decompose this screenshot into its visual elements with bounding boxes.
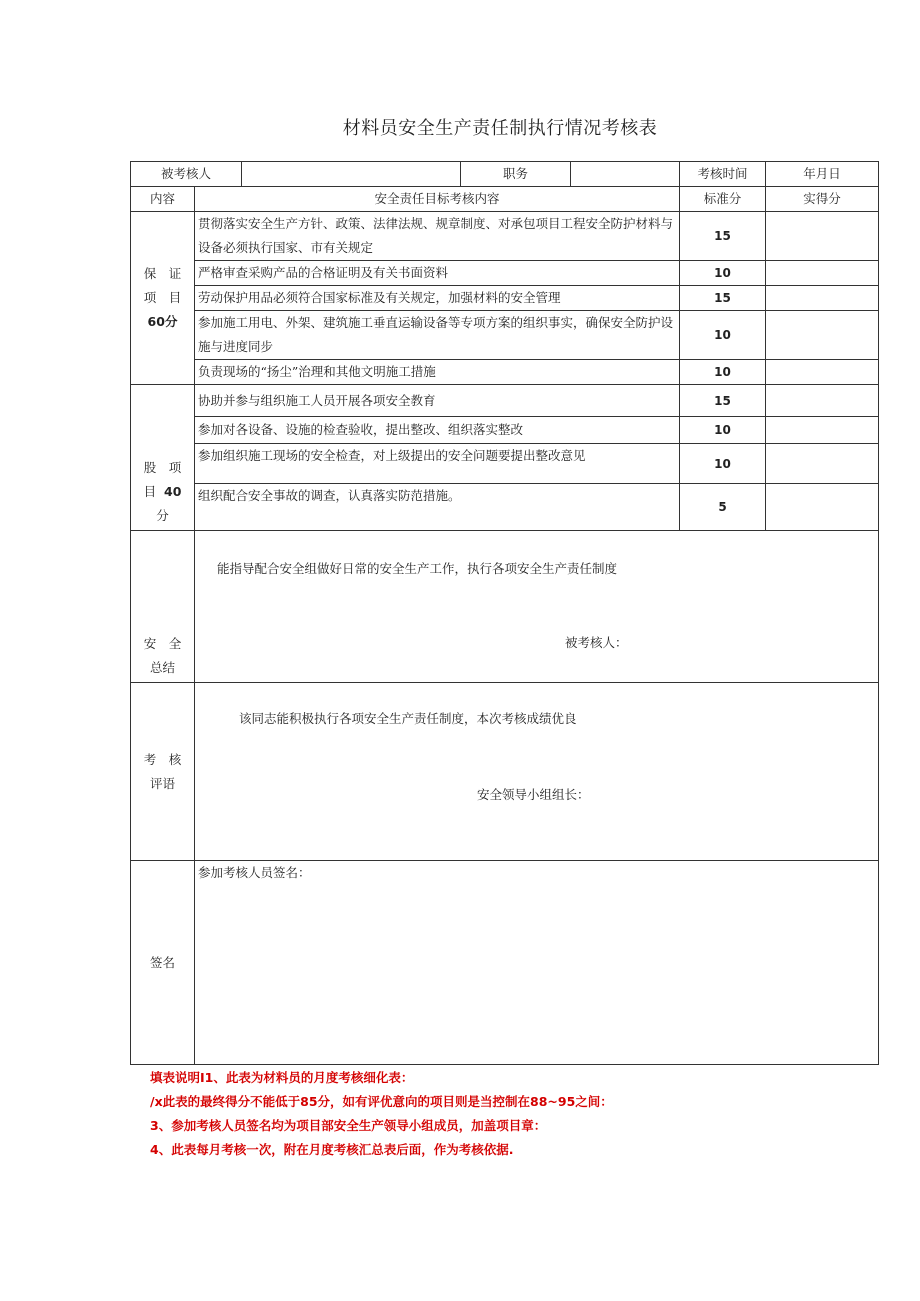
table-row [131, 286, 879, 311]
actual-score-cell[interactable] [766, 385, 879, 417]
table-row [131, 417, 879, 444]
review-label-b: 评语 [149, 775, 175, 791]
guarantee-label-b: 项 目 [143, 290, 182, 305]
guarantee-label-c: 60分 [147, 314, 178, 329]
actual-score-cell[interactable] [766, 212, 879, 261]
note-line: 填表说明I1、此表为材料员的月度考核细化表： [150, 1070, 414, 1085]
review-label-a: 考 核 [143, 751, 182, 767]
note-line: 4、此表每月考核一次，附在月度考核汇总表后面，作为考核依据. [150, 1142, 514, 1157]
item-score: 15 [680, 212, 766, 261]
note-line: 3、参加考核人员签名均为项目部安全生产领导小组成员，加盖项目章： [150, 1118, 547, 1133]
item-text: 贯彻落实安全生产方针、政策、法律法规、规章制度、对承包项目工程安全防护材料与设备必须执行国家、市有关规定 [195, 212, 680, 261]
summary-label-a: 安 全 [143, 636, 182, 651]
item-text: 参加组织施工现场的安全检查，对上级提出的安全问题要提出整改意见 [195, 444, 680, 484]
item-text: 组织配合安全事故的调查，认真落实防范措施。 [195, 484, 680, 531]
review-cell[interactable] [195, 683, 879, 861]
col-content: 内容 [131, 187, 195, 212]
position-field[interactable] [571, 162, 680, 187]
summary-category [131, 531, 195, 683]
actual-score-cell[interactable] [766, 311, 879, 360]
page-title: 材料员安全生产责任制执行情况考核表 [342, 118, 658, 139]
signature-cell[interactable] [195, 861, 879, 1065]
table-row [131, 212, 879, 261]
summary-text: 能指导配合安全组做好日常的安全生产工作，执行各项安全生产责任制度 [217, 561, 618, 576]
item-score: 10 [680, 261, 766, 286]
review-category [131, 683, 195, 861]
item-score: 10 [680, 360, 766, 385]
general-label-b2: 40 [164, 484, 182, 499]
col-criteria: 安全责任目标考核内容 [195, 187, 680, 212]
signature-label: 签名 [131, 861, 195, 1065]
column-header-row [131, 187, 879, 212]
item-text: 参加对各设备、设施的检查验收，提出整改、组织落实整改 [195, 417, 680, 444]
table-row [131, 444, 879, 484]
item-text: 负责现场的“扬尘”治理和其他文明施工措施 [195, 360, 680, 385]
item-text: 劳动保护用品必须符合国家标准及有关规定，加强材料的安全管理 [195, 286, 680, 311]
item-score: 10 [680, 311, 766, 360]
general-label-c: 分 [156, 508, 169, 523]
item-score: 10 [680, 444, 766, 484]
general-label-a: 股 项 [143, 460, 182, 475]
guarantee-label-a: 保 证 [143, 266, 182, 281]
actual-score-cell[interactable] [766, 484, 879, 531]
table-row [131, 484, 879, 531]
item-score: 10 [680, 417, 766, 444]
actual-score-cell[interactable] [766, 360, 879, 385]
header-row [131, 162, 879, 187]
general-label-b: 目 [143, 484, 157, 499]
summary-label-b: 总结 [149, 660, 175, 675]
time-field[interactable]: 年月日 [766, 162, 879, 187]
form-notes [150, 1066, 613, 1162]
actual-score-cell[interactable] [766, 417, 879, 444]
signature-row [131, 861, 879, 1065]
time-label: 考核时间 [680, 162, 766, 187]
actual-score-cell[interactable] [766, 286, 879, 311]
table-row [131, 311, 879, 360]
item-score: 15 [680, 286, 766, 311]
item-text: 参加施工用电、外架、建筑施工垂直运输设备等专项方案的组织事实，确保安全防护设施与进度同步 [195, 311, 680, 360]
assessment-table [130, 161, 879, 1065]
review-row [131, 683, 879, 861]
item-text: 协助并参与组织施工人员开展各项安全教育 [195, 385, 680, 417]
actual-score-cell[interactable] [766, 444, 879, 484]
summary-signer: 被考核人： [565, 635, 628, 650]
col-actual: 实得分 [766, 187, 879, 212]
assessee-label: 被考核人 [131, 162, 242, 187]
item-text: 严格审查采购产品的合格证明及有关书面资料 [195, 261, 680, 286]
actual-score-cell[interactable] [766, 261, 879, 286]
review-signer: 安全领导小组组长： [477, 787, 590, 802]
general-category [131, 385, 195, 531]
table-row [131, 385, 879, 417]
summary-cell[interactable] [195, 531, 879, 683]
signature-text: 参加考核人员签名： [198, 865, 311, 880]
note-line: /x此表的最终得分不能低于85分，如有评优意向的项目则是当控制在88~95之间： [150, 1094, 613, 1109]
table-row [131, 261, 879, 286]
col-standard: 标准分 [680, 187, 766, 212]
guarantee-category [131, 212, 195, 385]
item-score: 15 [680, 385, 766, 417]
summary-row [131, 531, 879, 683]
position-label: 职务 [461, 162, 571, 187]
table-row [131, 360, 879, 385]
assessee-field[interactable] [242, 162, 461, 187]
review-text: 该同志能积极执行各项安全生产责任制度，本次考核成绩优良 [239, 711, 577, 726]
item-score: 5 [680, 484, 766, 531]
